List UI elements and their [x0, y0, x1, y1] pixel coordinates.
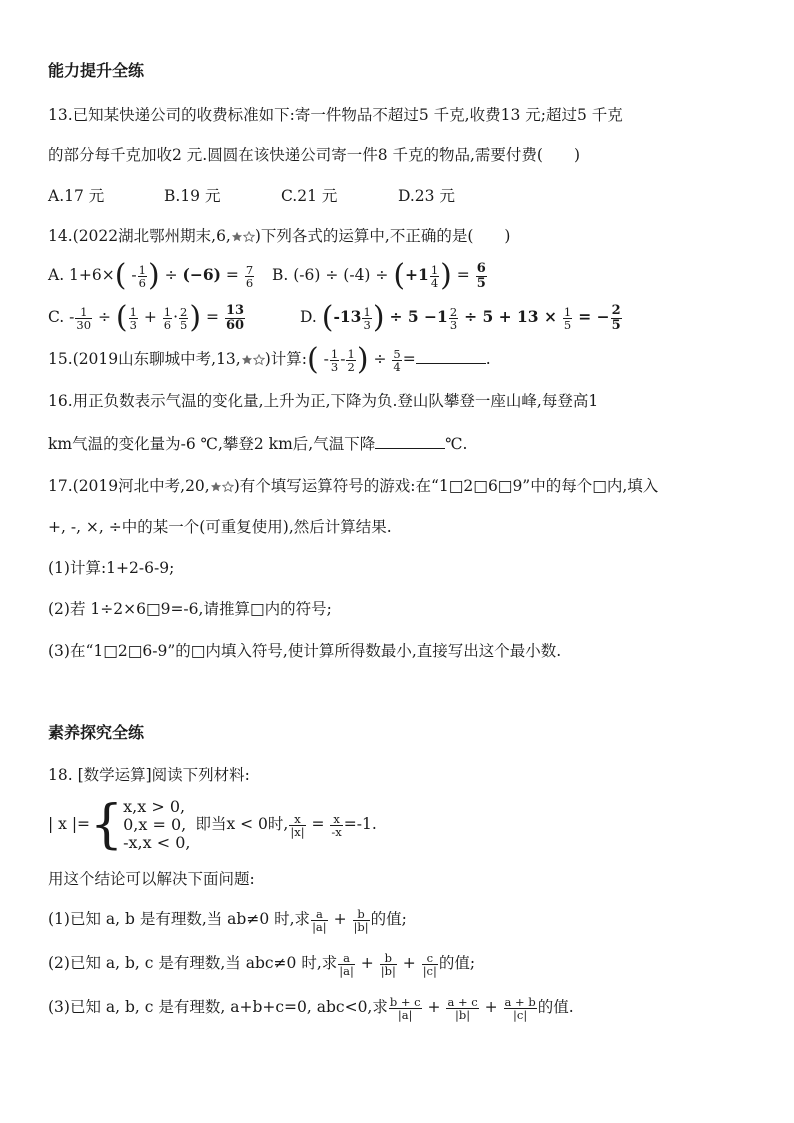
q13-option-a: A.17 元 — [48, 187, 105, 205]
q15-answer-blank[interactable] — [416, 349, 486, 364]
q17-line2: +, -, ×, ÷中的某一个(可重复使用),然后计算结果. — [48, 518, 392, 536]
q18-part3: (3)已知 a, b, c 是有理数, a+b+c=0, abc<0,求 $\frac{b + c}{|a|}$ + $\frac{a + c}{|b|}$ + $\frac{a + b}{|c|}$ 的值. — [48, 994, 574, 1022]
q14-option-b: B. (-6) ÷ (-4) ÷ (+1 $\frac{1}{4}$ ) = $\frac{6}{5}$ — [272, 258, 486, 293]
section-title-literacy: 素养探究全练 — [48, 723, 145, 742]
q17-part3: (3)在“1□2□6-9”的□内填入符号,使计算所得数最小,直接写出这个最小数. — [48, 642, 562, 660]
q15-prefix: 15.(2019山东聊城中考,13, — [48, 350, 241, 368]
q13-line2: 的部分每千克加收2 元.圆圆在该快递公司寄一件8 千克的物品,需要付费( ) — [48, 146, 581, 164]
q14-stem — [48, 225, 510, 247]
q18-cases — [123, 798, 190, 852]
q18-definition: | x |={ x,x > 0, 0,x = 0, -x,x < 0, 即当x < 0时, $\frac{x}{|x|}$ = $\frac{x}{-x}$ =-1. — [48, 795, 377, 855]
q13-option-c: C.21 元 — [281, 187, 338, 205]
q18-part1: (1)已知 a, b 是有理数,当 ab≠0 时,求 $\frac{a}{|a|}$ + $\frac{b}{|b|}$ 的值; — [48, 906, 407, 934]
q14-option-d: D. (-13 $\frac{1}{3}$ ) ÷ 5 −1 $\frac{2}{3}$ ÷ 5 + 13 × $\frac{1}{5}$ = − $\frac{2}{5}$ — [300, 300, 621, 335]
star-icon — [210, 481, 222, 493]
q18-end: =-1. — [343, 815, 377, 833]
q13-option-b: B.19 元 — [164, 187, 221, 205]
q15-stem: 15.(2019山东聊城中考,13, )计算:( - $\frac{1}{3}$ - $\frac{1}{2}$ ) ÷ $\frac{5}{4}$ = . — [48, 342, 491, 377]
star-icon — [241, 354, 253, 366]
q18-case1: x,x > 0, — [123, 797, 186, 816]
q17-prefix: 17.(2019河北中考,20, — [48, 477, 210, 495]
q17-part2: (2)若 1÷2×6□9=-6,请推算□内的符号; — [48, 600, 332, 618]
q17-line1 — [48, 475, 658, 497]
star-icon — [253, 354, 265, 366]
q18-case3: -x,x < 0, — [123, 833, 191, 852]
q15-equals: = — [402, 350, 416, 368]
q15-suffix: )计算: — [264, 350, 308, 368]
q18-mid: 即当x < 0时, — [195, 815, 289, 833]
section-title-ability: 能力提升全练 — [48, 61, 145, 80]
q16-line2 — [48, 433, 467, 455]
q18-p3b: 的值. — [537, 998, 574, 1016]
q18-p1a: (1)已知 a, b 是有理数,当 ab≠0 时,求 — [48, 910, 311, 928]
q13-option-d: D.23 元 — [398, 187, 455, 205]
q14-d-label: D. — [300, 308, 317, 326]
q14-suffix: )下列各式的运算中,不正确的是( ) — [254, 227, 511, 245]
q14-prefix: 14.(2022湖北鄂州期末,6, — [48, 227, 231, 245]
q18-part2: (2)已知 a, b, c 是有理数,当 abc≠0 时,求 $\frac{a}{|a|}$ + $\frac{b}{|b|}$ + $\frac{c}{|c|}$ 的值; — [48, 950, 476, 978]
q16-line1: 16.用正负数表示气温的变化量,上升为正,下降为负.登山队攀登一座山峰,每登高1 — [48, 392, 599, 410]
q18-p3a: (3)已知 a, b, c 是有理数, a+b+c=0, abc<0,求 — [48, 998, 388, 1016]
star-icon — [222, 481, 234, 493]
q14-b-label: B. (-6) ÷ (-4) ÷ — [272, 266, 389, 284]
q14-option-a: A. 1+6×( - $\frac{1}{6}$ ) ÷ (−6) = $\frac{7}{6}$ — [48, 258, 254, 293]
q13-line1: 13.已知某快递公司的收费标准如下:寄一件物品不超过5 千克,收费13 元;超过5 千克 — [48, 106, 623, 124]
q18-p1b: 的值; — [370, 910, 407, 928]
q16-line2b: ℃. — [445, 435, 468, 453]
q18-case2: 0,x = 0, — [123, 815, 187, 834]
q18-p2a: (2)已知 a, b, c 是有理数,当 abc≠0 时,求 — [48, 954, 338, 972]
q18-line1: 18. [数学运算]阅读下列材料: — [48, 766, 250, 784]
star-icon — [231, 231, 243, 243]
q18-line3: 用这个结论可以解决下面问题: — [48, 870, 255, 888]
q18-abs: | x |= — [48, 815, 91, 833]
q17-suffix: )有个填写运算符号的游戏:在“1□2□6□9”中的每个□内,填入 — [233, 477, 659, 495]
q16-answer-blank[interactable] — [375, 434, 445, 449]
star-icon — [243, 231, 255, 243]
q18-p2b: 的值; — [438, 954, 476, 972]
q17-part1: (1)计算:1+2-6-9; — [48, 559, 175, 577]
q16-line2a: km气温的变化量为-6 ℃,攀登2 km后,气温下降 — [48, 435, 376, 453]
q14-c-label: C. - — [48, 308, 75, 326]
q14-option-c: C. - $\frac{1}{30}$ ÷ ( $\frac{1}{3}$ + $\frac{1}{6}$ · $\frac{2}{5}$ ) = $\frac{13}{60}$ — [48, 300, 245, 335]
q14-a-label: A. 1+6× — [48, 266, 115, 284]
